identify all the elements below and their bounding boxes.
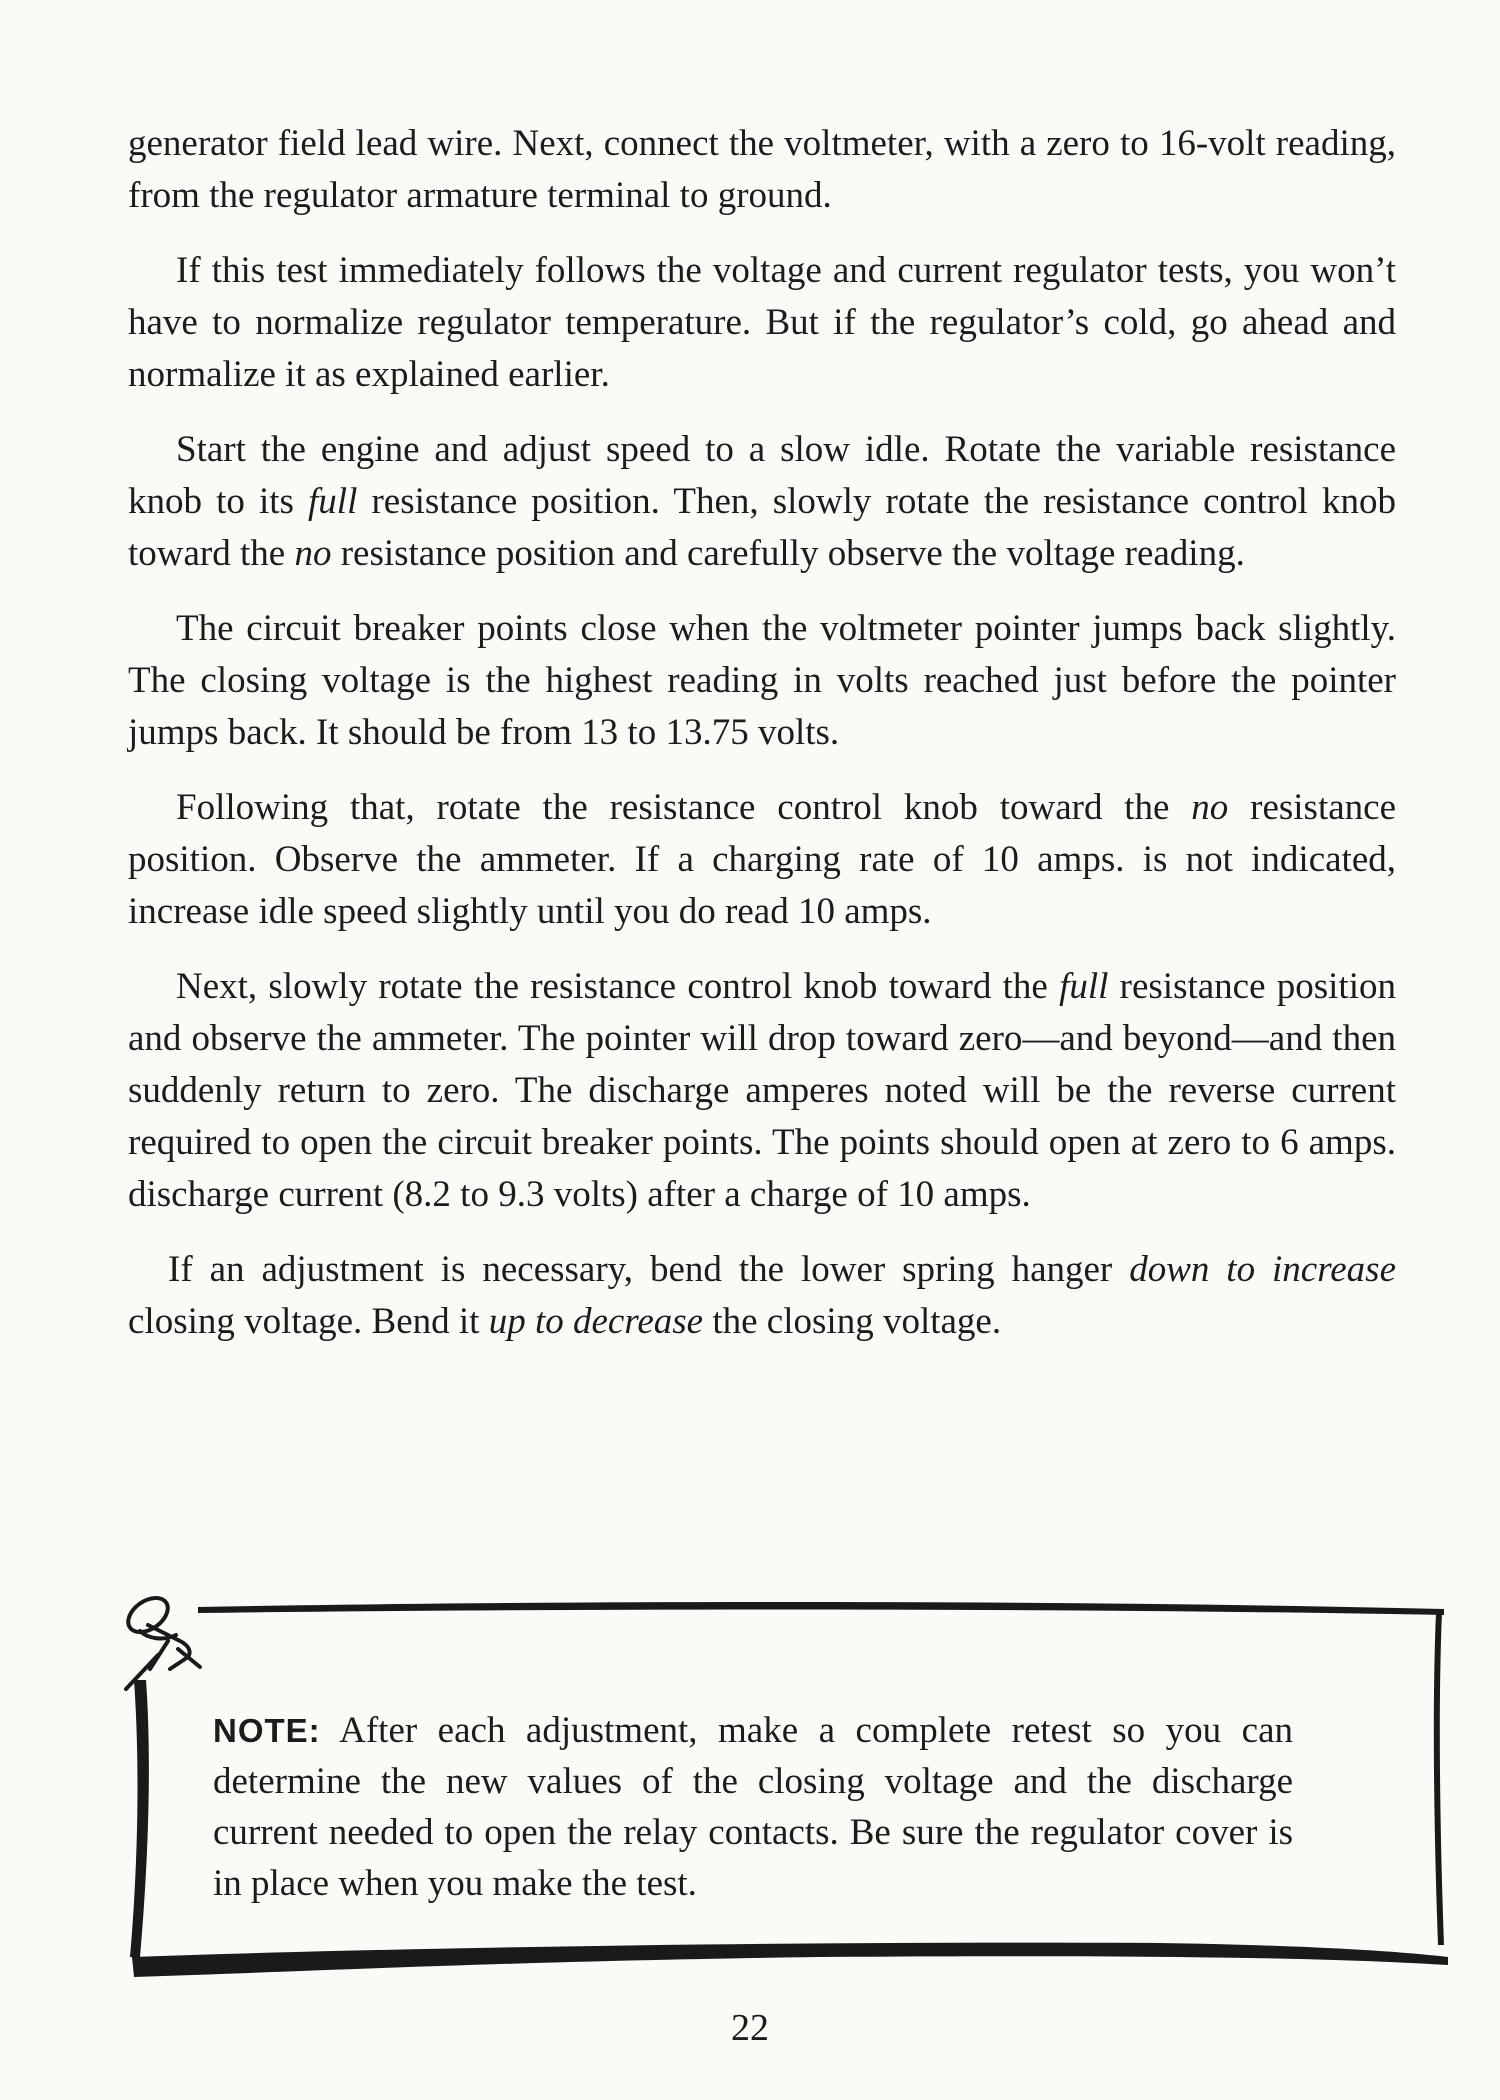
paragraph-7-segment-2: down to increase [1129,1249,1396,1290]
paragraph-6-segment-2: full [1059,966,1109,1007]
paragraph-3-segment-3: resistance position. Then, slowly rotate the resistance control knob toward the [128,481,1396,574]
paragraph-3 [128,424,1396,580]
page-number: 22 [731,2007,769,2049]
paragraph-7-segment-4: up to decrease [488,1301,704,1342]
note-text [213,1705,1293,1909]
paragraph-7-segment-5: the closing voltage. [703,1301,1002,1342]
paragraph-3-segment-2: full [308,481,358,522]
paragraph-6-segment-1: Next, slowly rotate the resistance control knob toward the [176,966,1060,1007]
paragraph-6-segment-3: resistance position and observe the ammeter. The pointer will drop toward zero—and beyond—and then suddenly return to zero. The discharge amperes noted will be the reverse current required to open the circuit breaker points. The points should open at zero to 6 amps. discharge current (8.2 to 9.3 volts) after a charge of 10 amps. [128,966,1396,1215]
paragraph-3-segment-4: no [294,533,332,574]
note-label: NOTE: [213,1712,321,1749]
paragraph-3-segment-5: resistance position and carefully observe the voltage reading. [331,533,1245,574]
paragraph-4-segment-1: The circuit breaker points close when the voltmeter pointer jumps back slightly. The closing voltage is the highest reading in volts reached just before the pointer jumps back. It should be from 13 to 13.75 volts. [128,608,1396,753]
paragraph-1 [128,118,1396,222]
paragraph-7-segment-1: If an adjustment is necessary, bend the lower spring hanger [168,1249,1130,1290]
paragraph-4 [128,603,1396,759]
pushpin-icon [122,1591,200,1689]
paragraph-5 [128,782,1396,938]
note-body: After each adjustment, make a complete retest so you can determine the new values of the closing voltage and the discharge current needed to open the relay contacts. Be sure the regulator cover is in place when you make the test. [213,1710,1293,1904]
paragraph-7 [128,1244,1396,1348]
paragraph-6 [128,961,1396,1221]
paragraph-3-segment-1: Start the engine and adjust speed to a slow idle. Rotate the variable resistance knob to its [128,429,1396,522]
paragraph-1-segment-1: generator field lead wire. Next, connect the voltmeter, with a zero to 16-volt reading, from the regulator armature terminal to ground. [128,123,1396,216]
paragraph-5-segment-3: resistance position. Observe the ammeter. If a charging rate of 10 amps. is not indicated, increase idle speed slightly until you do read 10 amps. [128,787,1396,932]
paragraph-5-segment-1: Following that, rotate the resistance control knob toward the [176,787,1192,828]
body-text [128,118,1396,1371]
paragraph-2 [128,245,1396,401]
paragraph-5-segment-2: no [1191,787,1229,828]
paragraph-2-segment-1: If this test immediately follows the voltage and current regulator tests, you won’t have to normalize regulator temperature. But if the regulator’s cold, go ahead and normalize it as explained earlier. [128,250,1396,395]
paragraph-7-segment-3: closing voltage. Bend it [128,1301,489,1342]
